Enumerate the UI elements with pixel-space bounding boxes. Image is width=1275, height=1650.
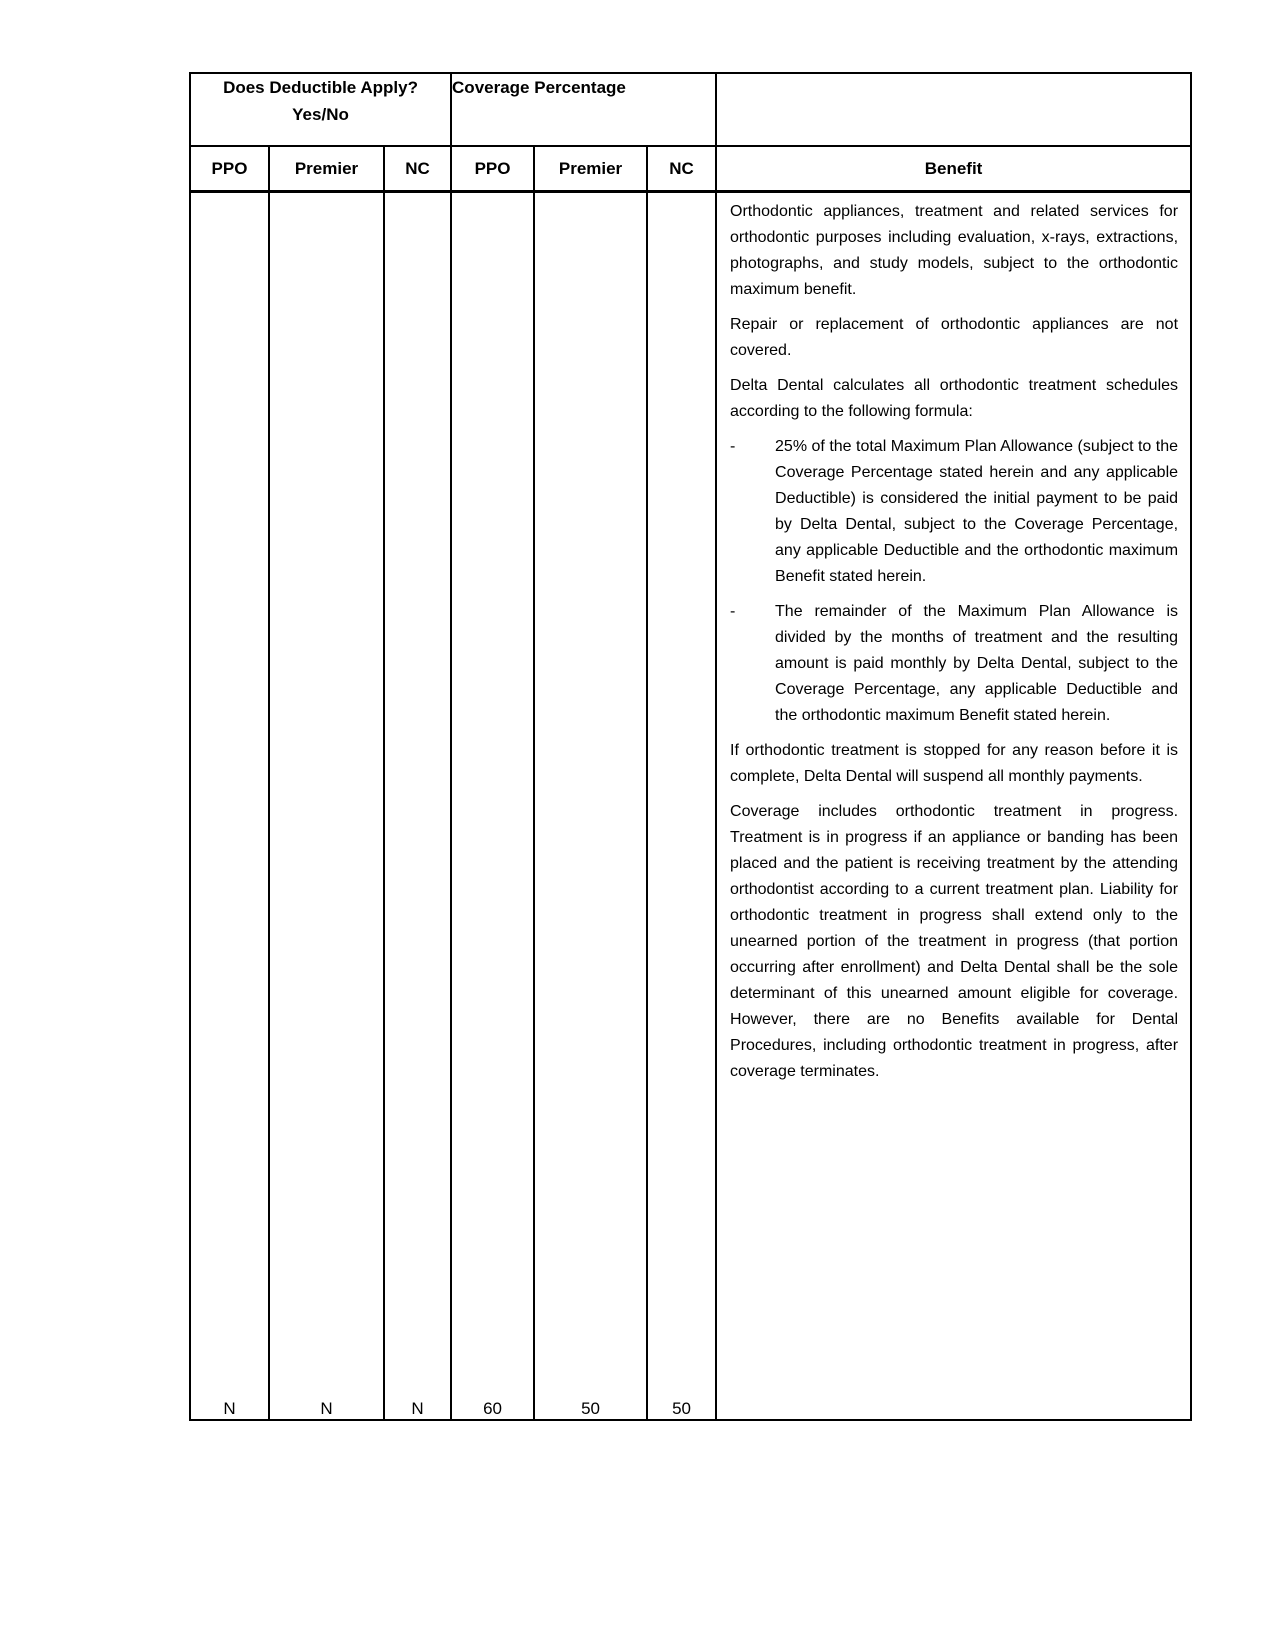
empty-corner-cell — [716, 73, 1191, 146]
col-header-deductible-premier: Premier — [269, 146, 384, 192]
benefits-table — [189, 72, 1192, 1421]
col-header-deductible-nc: NC — [384, 146, 451, 192]
value-coverage-ppo: 60 — [451, 192, 534, 1421]
benefit-paragraph: If orthodontic treatment is stopped for any reason before it is complete, Delta Dental will suspend all monthly payments. — [730, 742, 1179, 785]
coverage-group-title: Coverage Percentage — [452, 78, 626, 97]
benefit-description — [717, 193, 1190, 1415]
col-header-benefit: Benefit — [716, 146, 1191, 192]
benefit-paragraph: Delta Dental calculates all orthodontic treatment schedules according to the following formula: — [730, 377, 1179, 420]
benefit-paragraph: Orthodontic appliances, treatment and related services for orthodontic purposes including evaluation, x-rays, extractions, photographs, and study models, subject to the orthodontic maximum benefit. — [730, 203, 1179, 298]
benefit-paragraph: Repair or replacement of orthodontic appliances are not covered. — [730, 316, 1179, 359]
col-header-coverage-premier: Premier — [534, 146, 647, 192]
column-header-row — [190, 146, 1191, 192]
col-header-coverage-nc: NC — [647, 146, 716, 192]
formula-bullet-1 — [730, 434, 1178, 590]
value-coverage-nc: 50 — [647, 192, 716, 1421]
formula-bullet-2 — [730, 599, 1178, 729]
value-deductible-ppo: N — [190, 192, 269, 1421]
bullet-dash-marker: - — [730, 438, 736, 455]
deductible-group-title: Does Deductible Apply? — [223, 78, 418, 97]
col-header-deductible-ppo: PPO — [190, 146, 269, 192]
benefit-data-row — [190, 192, 1191, 1421]
bullet-text: The remainder of the Maximum Plan Allowance is divided by the months of treatment and the resulting amount is paid monthly by Delta Dental, subject to the Coverage Percentage, any applicable Deductible and the orthodontic maximum Benefit stated herein. — [775, 603, 1179, 724]
coverage-group-header — [451, 73, 716, 146]
deductible-group-header — [190, 73, 451, 146]
bullet-text: 25% of the total Maximum Plan Allowance (subject to the Coverage Percentage stated herein and any applicable Deductible) is considered the initial payment to be paid by Delta Dental, subject to the Coverage Percentage, any applicable Deductible and the orthodontic maximum Benefit stated herein. — [775, 438, 1179, 585]
benefit-paragraph: Coverage includes orthodontic treatment in progress. Treatment is in progress if an appliance or banding has been placed and the patient is receiving treatment by the attending orthodontist according to a current treatment plan. Liability for orthodontic treatment in progress shall extend only to the unearned portion of the treatment in progress (that portion occurring after enrollment) and Delta Dental shall be the sole determinant of this unearned amount eligible for coverage. However, there are no Benefits available for Dental Procedures, including orthodontic treatment in progress, after coverage terminates. — [730, 803, 1179, 1080]
deductible-group-subtitle: Yes/No — [292, 105, 349, 124]
value-deductible-premier: N — [269, 192, 384, 1421]
benefit-description-cell — [716, 192, 1191, 1421]
value-deductible-nc: N — [384, 192, 451, 1421]
value-coverage-premier: 50 — [534, 192, 647, 1421]
col-header-coverage-ppo: PPO — [451, 146, 534, 192]
bullet-dash-marker: - — [730, 603, 736, 620]
group-header-row — [190, 73, 1191, 146]
